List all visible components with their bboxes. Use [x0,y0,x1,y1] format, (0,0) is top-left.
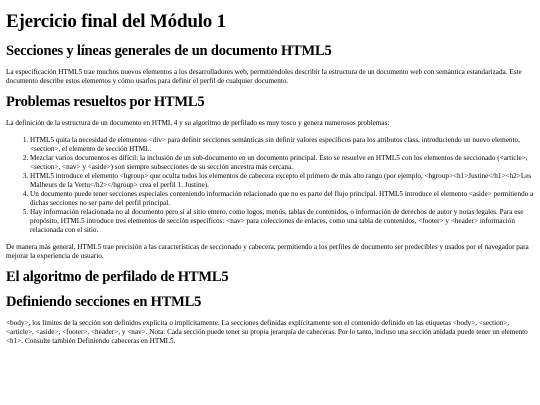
list-item: 2. Mezclar varios documentos es difícil: la inclusión de un sub-documento en un documento principal. Esto se resuelve en HTML5 con los elementos de seccionado (<article>, <section>, <nav> y <aside>) son siempre subsecciones de su sección ancestra más cercana. [30,154,534,172]
list-item: 1. HTML5 quita la necesidad de elementos <div> para definir secciones semánticas sin definir valores específicos para los atributos class, introduciendo un nuevo elemento, <section>, el elemento de sección HTML. [30,136,534,154]
problems-list [6,136,534,235]
section-paragraph-secciones: La especificación HTML5 trae muchos nuevos elementos a los desarrolladores web, permitiéndoles describir la estructura de un documento web con semántica estandarizada. Este documento describe estos elementos y cómo usarlos para definir el perfil de cualquier documento. [6,68,522,85]
section-paragraph-problemas-intro: La definición de la estructura de un documento en HTML 4 y su algoritmo de perfilado es muy tosco y genera numerosos problemas: [6,119,390,127]
list-item: 4. Un documento puede tener secciones especiales conteniendo información relacionado que no es parte del flujo principal. HTML5 introduce el elemento <aside> permitiendo a dichas secciones no ser parte del perfil principal. [30,190,534,208]
section-paragraph-definiendo: <body>, los límites de la sección son definidos explícita o implícitamente. La secciones definidas explícitamente son el contenido definido en las etiquetas <body>, <section>, <article>, <aside>, <footer>, <header>, y <nav>. Nota: Cada sección puede tener su propia jerarquía de cabeceras. Por lo tanto, incluso una sección anidada puede tener un elemento <h1>. Consulte también Definiendo cabeceras en HTML5. [6,319,528,345]
section-heading-definiendo: Definiendo secciones en HTML5 [6,294,202,310]
page-title: Ejercicio final del Módulo 1 [6,11,226,32]
section-heading-algoritmo: El algoritmo de perfilado de HTML5 [6,269,229,285]
section-heading-problemas: Problemas resueltos por HTML5 [6,94,205,110]
list-item: 5. Hay información relacionada no al documento pero sí al sitio entero, como logos, menús, tablas de contenidos, o información de derechos de autor y notas legales. Para ese propósito, HTML5 introduce tres elementos de sección específicos: <nav> para colecciones de enlaces, como una tabla de contenidos, <footer> y <header> información relacionada con el sitio. [30,208,534,235]
list-item: 3. HTML5 introduce el elemento <hgroup> que oculta todos los elementos de cabecera excepto el primero de más alto rango (por ejemplo, <hgroup><h1>Justine</h1><h2>Les Malheurs de la Vertu</h2></hgroup> crea el perfil 1. Justine). [30,172,534,190]
section-paragraph-problemas-outro: De manera más general, HTML5 trae precisión a las características de seccionado y cabecera, permitiendo a los perfiles de documento ser predecibles y usados por el navegador para mejorar la experiencia de usuario. [6,243,529,260]
section-heading-secciones: Secciones y líneas generales de un documento HTML5 [6,43,332,59]
